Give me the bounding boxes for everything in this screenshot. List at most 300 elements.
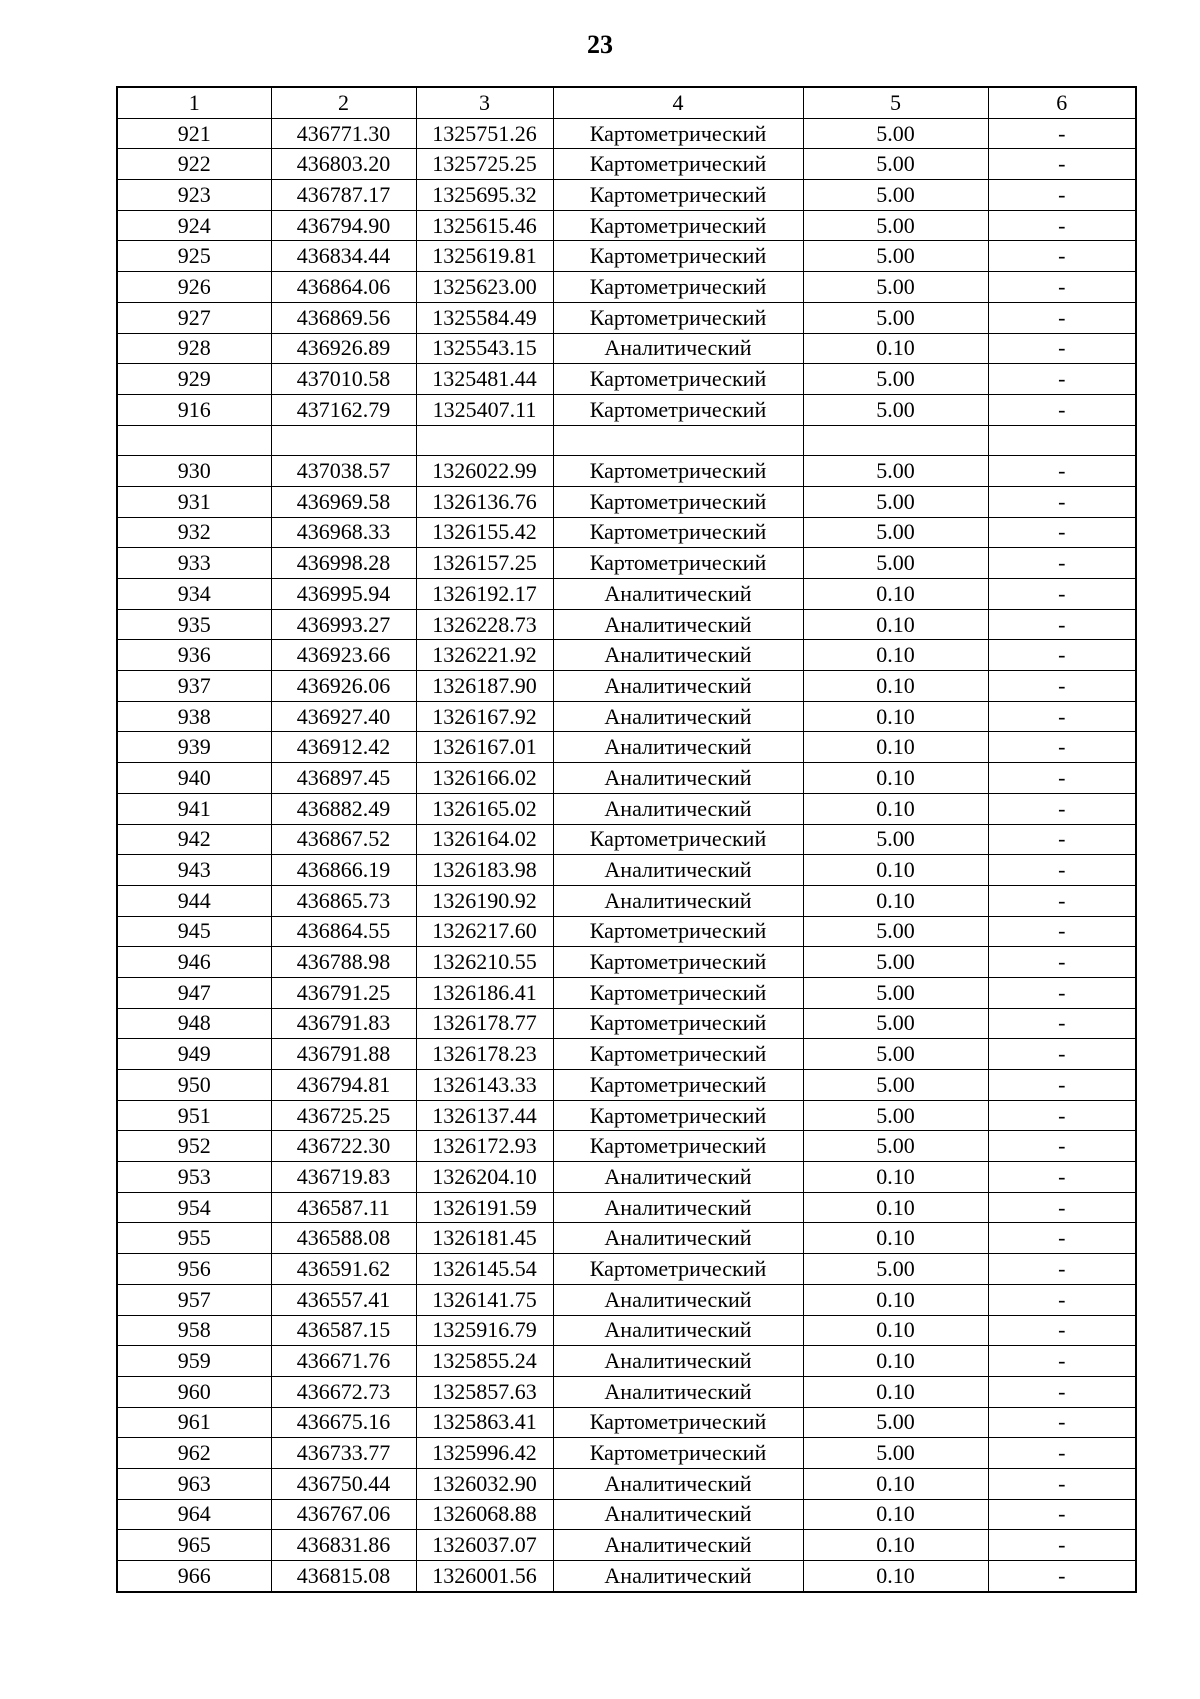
point-number-cell: 953 xyxy=(117,1162,271,1193)
accuracy-cell: 5.00 xyxy=(803,394,988,425)
method-cell: Картометрический xyxy=(553,916,803,947)
point-number-cell: 950 xyxy=(117,1070,271,1101)
note-cell: - xyxy=(988,1008,1136,1039)
y-coordinate-cell: 1325615.46 xyxy=(416,210,553,241)
x-coordinate-cell: 436767.06 xyxy=(271,1499,416,1530)
note-cell: - xyxy=(988,1162,1136,1193)
accuracy-cell: 0.10 xyxy=(803,1346,988,1377)
note-cell: - xyxy=(988,855,1136,886)
y-coordinate-cell: 1325751.26 xyxy=(416,118,553,149)
accuracy-cell: 5.00 xyxy=(803,1254,988,1285)
x-coordinate-cell: 436791.25 xyxy=(271,977,416,1008)
table-row xyxy=(117,1346,1136,1377)
y-coordinate-cell: 1325725.25 xyxy=(416,149,553,180)
accuracy-cell: 0.10 xyxy=(803,579,988,610)
method-cell: Аналитический xyxy=(553,640,803,671)
table-row xyxy=(117,1162,1136,1193)
accuracy-cell: 5.00 xyxy=(803,180,988,211)
point-number-cell: 957 xyxy=(117,1284,271,1315)
table-row xyxy=(117,977,1136,1008)
method-cell: Картометрический xyxy=(553,486,803,517)
table-row xyxy=(117,149,1136,180)
table-row xyxy=(117,916,1136,947)
accuracy-cell: 5.00 xyxy=(803,149,988,180)
accuracy-cell: 5.00 xyxy=(803,916,988,947)
x-coordinate-cell: 436591.62 xyxy=(271,1254,416,1285)
y-coordinate-cell: 1325481.44 xyxy=(416,364,553,395)
note-cell: - xyxy=(988,977,1136,1008)
x-coordinate-cell: 436803.20 xyxy=(271,149,416,180)
table-row xyxy=(117,763,1136,794)
method-cell: Картометрический xyxy=(553,1131,803,1162)
table-row xyxy=(117,180,1136,211)
table-row xyxy=(117,1561,1136,1592)
accuracy-cell: 5.00 xyxy=(803,548,988,579)
y-coordinate-cell: 1326137.44 xyxy=(416,1100,553,1131)
x-coordinate-cell: 436587.15 xyxy=(271,1315,416,1346)
y-coordinate-cell: 1326143.33 xyxy=(416,1070,553,1101)
x-coordinate-cell: 436927.40 xyxy=(271,701,416,732)
header-cell: 3 xyxy=(416,87,553,118)
y-coordinate-cell: 1326190.92 xyxy=(416,885,553,916)
method-cell: Картометрический xyxy=(553,1039,803,1070)
method-cell: Картометрический xyxy=(553,118,803,149)
note-cell: - xyxy=(988,701,1136,732)
accuracy-cell: 5.00 xyxy=(803,1407,988,1438)
method-cell: Картометрический xyxy=(553,977,803,1008)
note-cell: - xyxy=(988,180,1136,211)
note-cell: - xyxy=(988,640,1136,671)
table-row xyxy=(117,855,1136,886)
x-coordinate-cell: 436733.77 xyxy=(271,1438,416,1469)
x-coordinate-cell: 436926.89 xyxy=(271,333,416,364)
point-number-cell: 956 xyxy=(117,1254,271,1285)
y-coordinate-cell: 1325623.00 xyxy=(416,272,553,303)
table-row xyxy=(117,1008,1136,1039)
table-row xyxy=(117,241,1136,272)
accuracy-cell: 0.10 xyxy=(803,701,988,732)
accuracy-cell: 0.10 xyxy=(803,640,988,671)
x-coordinate-cell: 436869.56 xyxy=(271,302,416,333)
y-coordinate-cell: 1326181.45 xyxy=(416,1223,553,1254)
method-cell: Картометрический xyxy=(553,272,803,303)
y-coordinate-cell: 1326221.92 xyxy=(416,640,553,671)
accuracy-cell: 5.00 xyxy=(803,364,988,395)
x-coordinate-cell: 436719.83 xyxy=(271,1162,416,1193)
y-coordinate-cell: 1326192.17 xyxy=(416,579,553,610)
note-cell: - xyxy=(988,1070,1136,1101)
point-number-cell: 931 xyxy=(117,486,271,517)
y-coordinate-cell: 1325863.41 xyxy=(416,1407,553,1438)
table-row xyxy=(117,1223,1136,1254)
y-coordinate-cell: 1326157.25 xyxy=(416,548,553,579)
header-cell: 5 xyxy=(803,87,988,118)
method-cell: Картометрический xyxy=(553,1100,803,1131)
method-cell: Картометрический xyxy=(553,824,803,855)
method-cell: Аналитический xyxy=(553,333,803,364)
table-row xyxy=(117,1438,1136,1469)
table-row xyxy=(117,517,1136,548)
method-cell: Картометрический xyxy=(553,241,803,272)
point-number-cell: 959 xyxy=(117,1346,271,1377)
accuracy-cell: 5.00 xyxy=(803,456,988,487)
table-row xyxy=(117,824,1136,855)
y-coordinate-cell: 1326022.99 xyxy=(416,456,553,487)
method-cell: Аналитический xyxy=(553,671,803,702)
note-cell: - xyxy=(988,548,1136,579)
point-number-cell: 951 xyxy=(117,1100,271,1131)
accuracy-cell: 0.10 xyxy=(803,1561,988,1592)
accuracy-cell: 0.10 xyxy=(803,732,988,763)
method-cell: Картометрический xyxy=(553,1438,803,1469)
table-row xyxy=(117,885,1136,916)
point-number-cell: 947 xyxy=(117,977,271,1008)
y-coordinate-cell: 1326210.55 xyxy=(416,947,553,978)
accuracy-cell xyxy=(803,425,988,456)
method-cell: Картометрический xyxy=(553,149,803,180)
point-number-cell: 965 xyxy=(117,1530,271,1561)
point-number-cell: 936 xyxy=(117,640,271,671)
table-row xyxy=(117,456,1136,487)
accuracy-cell: 5.00 xyxy=(803,824,988,855)
x-coordinate-cell: 436771.30 xyxy=(271,118,416,149)
page-number: 23 xyxy=(587,30,613,59)
method-cell: Аналитический xyxy=(553,1468,803,1499)
note-cell: - xyxy=(988,210,1136,241)
point-number-cell: 944 xyxy=(117,885,271,916)
note-cell: - xyxy=(988,732,1136,763)
y-coordinate-cell: 1326228.73 xyxy=(416,609,553,640)
coordinates-table-wrapper xyxy=(116,86,1137,1593)
note-cell: - xyxy=(988,579,1136,610)
method-cell: Картометрический xyxy=(553,517,803,548)
note-cell: - xyxy=(988,118,1136,149)
y-coordinate-cell: 1326167.01 xyxy=(416,732,553,763)
method-cell: Аналитический xyxy=(553,732,803,763)
note-cell: - xyxy=(988,1315,1136,1346)
note-cell: - xyxy=(988,671,1136,702)
y-coordinate-cell: 1326167.92 xyxy=(416,701,553,732)
accuracy-cell: 0.10 xyxy=(803,885,988,916)
x-coordinate-cell: 437162.79 xyxy=(271,394,416,425)
table-body xyxy=(117,118,1136,1592)
method-cell: Аналитический xyxy=(553,1376,803,1407)
table-row xyxy=(117,701,1136,732)
x-coordinate-cell: 436791.83 xyxy=(271,1008,416,1039)
table-row xyxy=(117,609,1136,640)
x-coordinate-cell: 436993.27 xyxy=(271,609,416,640)
table-row xyxy=(117,548,1136,579)
y-coordinate-cell: 1326187.90 xyxy=(416,671,553,702)
accuracy-cell: 0.10 xyxy=(803,1315,988,1346)
table-row xyxy=(117,118,1136,149)
note-cell: - xyxy=(988,517,1136,548)
note-cell xyxy=(988,425,1136,456)
method-cell: Картометрический xyxy=(553,364,803,395)
x-coordinate-cell: 436794.81 xyxy=(271,1070,416,1101)
x-coordinate-cell: 436671.76 xyxy=(271,1346,416,1377)
accuracy-cell: 0.10 xyxy=(803,1376,988,1407)
note-cell: - xyxy=(988,916,1136,947)
point-number-cell: 963 xyxy=(117,1468,271,1499)
x-coordinate-cell: 436968.33 xyxy=(271,517,416,548)
y-coordinate-cell: 1325916.79 xyxy=(416,1315,553,1346)
accuracy-cell: 0.10 xyxy=(803,333,988,364)
x-coordinate-cell: 436969.58 xyxy=(271,486,416,517)
x-coordinate-cell: 436865.73 xyxy=(271,885,416,916)
x-coordinate-cell: 436750.44 xyxy=(271,1468,416,1499)
note-cell: - xyxy=(988,947,1136,978)
point-number-cell xyxy=(117,425,271,456)
header-cell: 6 xyxy=(988,87,1136,118)
note-cell: - xyxy=(988,1254,1136,1285)
note-cell: - xyxy=(988,824,1136,855)
table-row xyxy=(117,671,1136,702)
accuracy-cell: 0.10 xyxy=(803,1192,988,1223)
accuracy-cell: 5.00 xyxy=(803,517,988,548)
table-row xyxy=(117,947,1136,978)
note-cell: - xyxy=(988,333,1136,364)
x-coordinate-cell: 436672.73 xyxy=(271,1376,416,1407)
y-coordinate-cell: 1326183.98 xyxy=(416,855,553,886)
y-coordinate-cell xyxy=(416,425,553,456)
method-cell: Аналитический xyxy=(553,701,803,732)
x-coordinate-cell: 436864.55 xyxy=(271,916,416,947)
accuracy-cell: 0.10 xyxy=(803,1223,988,1254)
method-cell: Аналитический xyxy=(553,1192,803,1223)
method-cell: Картометрический xyxy=(553,947,803,978)
table-row xyxy=(117,486,1136,517)
y-coordinate-cell: 1326136.76 xyxy=(416,486,553,517)
table-row xyxy=(117,1039,1136,1070)
method-cell: Картометрический xyxy=(553,1254,803,1285)
note-cell: - xyxy=(988,1131,1136,1162)
table-row xyxy=(117,302,1136,333)
method-cell: Аналитический xyxy=(553,763,803,794)
point-number-cell: 961 xyxy=(117,1407,271,1438)
y-coordinate-cell: 1326186.41 xyxy=(416,977,553,1008)
x-coordinate-cell: 436722.30 xyxy=(271,1131,416,1162)
table-row xyxy=(117,1407,1136,1438)
point-number-cell: 948 xyxy=(117,1008,271,1039)
table-row xyxy=(117,1070,1136,1101)
table-row xyxy=(117,1468,1136,1499)
accuracy-cell: 0.10 xyxy=(803,1284,988,1315)
method-cell: Аналитический xyxy=(553,1530,803,1561)
y-coordinate-cell: 1326178.23 xyxy=(416,1039,553,1070)
y-coordinate-cell: 1326155.42 xyxy=(416,517,553,548)
y-coordinate-cell: 1325996.42 xyxy=(416,1438,553,1469)
x-coordinate-cell: 436926.06 xyxy=(271,671,416,702)
note-cell: - xyxy=(988,1561,1136,1592)
accuracy-cell: 5.00 xyxy=(803,947,988,978)
table-row xyxy=(117,364,1136,395)
y-coordinate-cell: 1326191.59 xyxy=(416,1192,553,1223)
point-number-cell: 946 xyxy=(117,947,271,978)
coordinates-table xyxy=(116,86,1137,1593)
point-number-cell: 916 xyxy=(117,394,271,425)
point-number-cell: 923 xyxy=(117,180,271,211)
header-cell: 2 xyxy=(271,87,416,118)
x-coordinate-cell: 436794.90 xyxy=(271,210,416,241)
accuracy-cell: 5.00 xyxy=(803,1438,988,1469)
y-coordinate-cell: 1325619.81 xyxy=(416,241,553,272)
x-coordinate-cell: 436867.52 xyxy=(271,824,416,855)
table-row xyxy=(117,1284,1136,1315)
note-cell: - xyxy=(988,456,1136,487)
method-cell: Картометрический xyxy=(553,1407,803,1438)
method-cell: Аналитический xyxy=(553,793,803,824)
point-number-cell: 941 xyxy=(117,793,271,824)
x-coordinate-cell: 436815.08 xyxy=(271,1561,416,1592)
note-cell: - xyxy=(988,486,1136,517)
x-coordinate-cell: 436725.25 xyxy=(271,1100,416,1131)
accuracy-cell: 0.10 xyxy=(803,671,988,702)
accuracy-cell: 0.10 xyxy=(803,609,988,640)
method-cell: Картометрический xyxy=(553,456,803,487)
point-number-cell: 935 xyxy=(117,609,271,640)
accuracy-cell: 0.10 xyxy=(803,1162,988,1193)
table-row xyxy=(117,210,1136,241)
table-header-row xyxy=(117,87,1136,118)
method-cell: Картометрический xyxy=(553,180,803,211)
point-number-cell: 938 xyxy=(117,701,271,732)
table-row xyxy=(117,1376,1136,1407)
method-cell: Аналитический xyxy=(553,1162,803,1193)
point-number-cell: 952 xyxy=(117,1131,271,1162)
table-row xyxy=(117,272,1136,303)
note-cell: - xyxy=(988,272,1136,303)
x-coordinate-cell: 436834.44 xyxy=(271,241,416,272)
table-row xyxy=(117,394,1136,425)
point-number-cell: 934 xyxy=(117,579,271,610)
y-coordinate-cell: 1326032.90 xyxy=(416,1468,553,1499)
x-coordinate-cell: 436675.16 xyxy=(271,1407,416,1438)
accuracy-cell: 5.00 xyxy=(803,1100,988,1131)
y-coordinate-cell: 1326204.10 xyxy=(416,1162,553,1193)
accuracy-cell: 5.00 xyxy=(803,118,988,149)
y-coordinate-cell: 1326164.02 xyxy=(416,824,553,855)
point-number-cell: 925 xyxy=(117,241,271,272)
method-cell: Аналитический xyxy=(553,1499,803,1530)
table-row xyxy=(117,732,1136,763)
point-number-cell: 930 xyxy=(117,456,271,487)
accuracy-cell: 0.10 xyxy=(803,1530,988,1561)
accuracy-cell: 5.00 xyxy=(803,241,988,272)
y-coordinate-cell: 1326068.88 xyxy=(416,1499,553,1530)
note-cell: - xyxy=(988,1468,1136,1499)
point-number-cell: 964 xyxy=(117,1499,271,1530)
method-cell: Картометрический xyxy=(553,210,803,241)
y-coordinate-cell: 1325857.63 xyxy=(416,1376,553,1407)
x-coordinate-cell: 436897.45 xyxy=(271,763,416,794)
y-coordinate-cell: 1326217.60 xyxy=(416,916,553,947)
note-cell: - xyxy=(988,302,1136,333)
table-row xyxy=(117,1131,1136,1162)
point-number-cell: 960 xyxy=(117,1376,271,1407)
point-number-cell: 966 xyxy=(117,1561,271,1592)
method-cell: Картометрический xyxy=(553,394,803,425)
table-row xyxy=(117,1530,1136,1561)
x-coordinate-cell: 436787.17 xyxy=(271,180,416,211)
method-cell: Аналитический xyxy=(553,1346,803,1377)
y-coordinate-cell: 1326178.77 xyxy=(416,1008,553,1039)
accuracy-cell: 0.10 xyxy=(803,763,988,794)
header-cell: 1 xyxy=(117,87,271,118)
x-coordinate-cell: 436995.94 xyxy=(271,579,416,610)
point-number-cell: 945 xyxy=(117,916,271,947)
x-coordinate-cell: 436588.08 xyxy=(271,1223,416,1254)
x-coordinate-cell: 437010.58 xyxy=(271,364,416,395)
method-cell: Картометрический xyxy=(553,548,803,579)
point-number-cell: 940 xyxy=(117,763,271,794)
x-coordinate-cell: 436912.42 xyxy=(271,732,416,763)
point-number-cell: 939 xyxy=(117,732,271,763)
point-number-cell: 937 xyxy=(117,671,271,702)
accuracy-cell: 0.10 xyxy=(803,1468,988,1499)
x-coordinate-cell xyxy=(271,425,416,456)
table-row xyxy=(117,1499,1136,1530)
method-cell: Картометрический xyxy=(553,302,803,333)
accuracy-cell: 0.10 xyxy=(803,1499,988,1530)
note-cell: - xyxy=(988,763,1136,794)
accuracy-cell: 5.00 xyxy=(803,1039,988,1070)
note-cell: - xyxy=(988,394,1136,425)
table-row xyxy=(117,425,1136,456)
note-cell: - xyxy=(988,241,1136,272)
point-number-cell: 958 xyxy=(117,1315,271,1346)
point-number-cell: 926 xyxy=(117,272,271,303)
table-row xyxy=(117,333,1136,364)
note-cell: - xyxy=(988,885,1136,916)
note-cell: - xyxy=(988,1407,1136,1438)
table-row xyxy=(117,793,1136,824)
x-coordinate-cell: 436923.66 xyxy=(271,640,416,671)
table-row xyxy=(117,1100,1136,1131)
note-cell: - xyxy=(988,1530,1136,1561)
y-coordinate-cell: 1326037.07 xyxy=(416,1530,553,1561)
point-number-cell: 924 xyxy=(117,210,271,241)
accuracy-cell: 0.10 xyxy=(803,855,988,886)
y-coordinate-cell: 1325407.11 xyxy=(416,394,553,425)
method-cell: Аналитический xyxy=(553,579,803,610)
note-cell: - xyxy=(988,793,1136,824)
note-cell: - xyxy=(988,149,1136,180)
y-coordinate-cell: 1325543.15 xyxy=(416,333,553,364)
method-cell: Аналитический xyxy=(553,1223,803,1254)
y-coordinate-cell: 1326172.93 xyxy=(416,1131,553,1162)
x-coordinate-cell: 436587.11 xyxy=(271,1192,416,1223)
y-coordinate-cell: 1325584.49 xyxy=(416,302,553,333)
method-cell: Аналитический xyxy=(553,1284,803,1315)
x-coordinate-cell: 436864.06 xyxy=(271,272,416,303)
note-cell: - xyxy=(988,364,1136,395)
accuracy-cell: 5.00 xyxy=(803,302,988,333)
x-coordinate-cell: 436866.19 xyxy=(271,855,416,886)
note-cell: - xyxy=(988,1284,1136,1315)
note-cell: - xyxy=(988,1100,1136,1131)
y-coordinate-cell: 1325855.24 xyxy=(416,1346,553,1377)
note-cell: - xyxy=(988,1192,1136,1223)
method-cell: Картометрический xyxy=(553,1070,803,1101)
method-cell: Аналитический xyxy=(553,1561,803,1592)
accuracy-cell: 5.00 xyxy=(803,210,988,241)
x-coordinate-cell: 436882.49 xyxy=(271,793,416,824)
point-number-cell: 933 xyxy=(117,548,271,579)
x-coordinate-cell: 436788.98 xyxy=(271,947,416,978)
point-number-cell: 942 xyxy=(117,824,271,855)
accuracy-cell: 5.00 xyxy=(803,1008,988,1039)
